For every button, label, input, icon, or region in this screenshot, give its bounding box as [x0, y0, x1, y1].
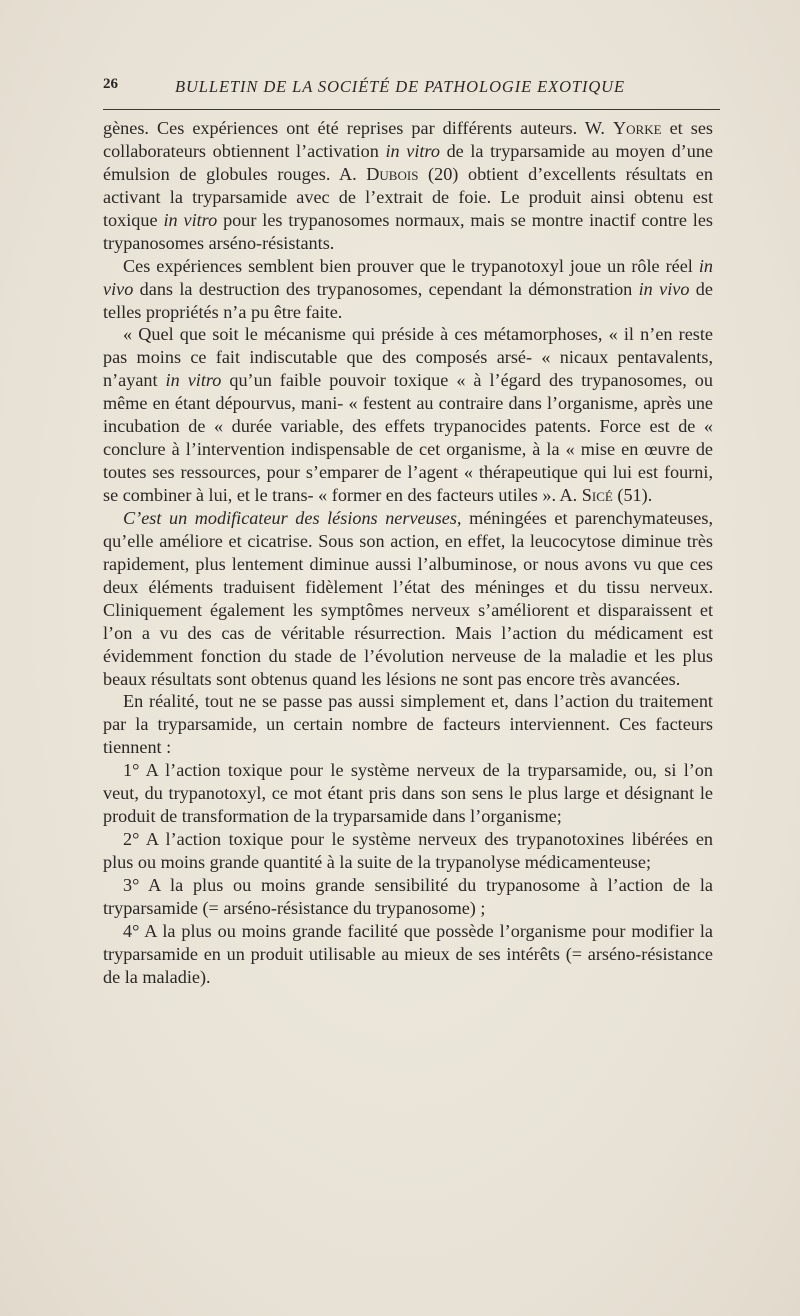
author-name: Yorke: [613, 118, 662, 138]
paragraph: [103, 920, 713, 989]
text-run: de la tryparsamide au moyen d’une émulsion de globules rouges. A.: [103, 140, 713, 184]
paragraph: [103, 507, 713, 691]
italic-text: in vitro: [385, 140, 440, 161]
paragraph: [103, 690, 713, 759]
author-name: Sicé: [581, 485, 613, 505]
text-run: En réalité, tout ne se passe pas aussi simplement et, dans l’action du traitement par la tryparsamide, un certain nombre de facteurs interviennent. Ces facteurs tiennent :: [103, 691, 713, 758]
italic-text: in vivo: [103, 255, 713, 299]
running-title: BULLETIN DE LA SOCIÉTÉ DE PATHOLOGIE EXOTIQUE: [175, 77, 625, 96]
page-header: [103, 76, 723, 102]
text-run: 4° A la plus ou moins grande facilité que possède l’organisme pour modifier la tryparsamide en un produit utilisable au mieux de ses intérêts (= arséno-résistance de la maladie).: [103, 920, 713, 987]
header-rule: [103, 109, 720, 110]
text-run: « Quel que soit le mécanisme qui préside à ces métamorphoses, « il n’en reste pas moins ce fait indiscutable que des composés arsé- « nicaux pentavalents, n’ayant: [103, 324, 713, 391]
text-run: pour les trypanosomes normaux, mais se montre inactif contre les trypanosomes arséno-résistants.: [103, 209, 713, 253]
text-run: 2° A l’action toxique pour le système nerveux des trypanotoxines libérées en plus ou moins grande quantité à la suite de la trypanolyse médicamenteuse;: [103, 829, 713, 872]
page-number: 26: [103, 76, 118, 92]
text-run: qu’un faible pouvoir toxique « à l’égard des trypanosomes, ou même en étant dépourvus, mani- « festent au contraire dans l’organisme, après une incubation de « durée variable, des effets trypanocides patents. Force est de « conclure à l’intervention indispensable de cet organisme, à la « mise en œuvre de toutes ses ressources, pour s’emparer de l’agent « thérapeutique qui lui est fourni, se combiner à lui, et le trans- « former en des facteurs utiles ». A.: [103, 370, 713, 505]
italic-text: C’est un modificateur des lésions nerveuses,: [123, 507, 462, 528]
paragraph: [103, 874, 713, 920]
italic-text: in vivo: [638, 278, 690, 299]
text-run: de telles propriétés n’a pu être faite.: [103, 278, 713, 322]
text-run: Ces expériences semblent bien prouver que le trypanotoxyl joue un rôle réel: [123, 255, 699, 276]
text-run: méningées et parenchymateuses, qu’elle améliore et cicatrise. Sous son action, en effet, la leucocytose diminue très rapidement, plus lentement diminue aussi l’albuminose, or nous avons vu que ces deux éléments traduisent fidèlement l’état des méninges et du tissu nerveux. Cliniquement également les symptômes nerveux s’améliorent et disparaissent et l’on a vu des cas de véritable résurrection. Mais l’action du médicament est évidemment fonction du stade de l’évolution nerveuse de la maladie et les plus beaux résultats sont obtenus quand les lésions ne sont pas encore très avancées.: [103, 507, 714, 689]
text-run: (20) obtient d’excellents résultats en activant la tryparsamide avec de l’extrait de foie. Le produit ainsi obtenu est toxique: [103, 163, 713, 230]
paragraph: [103, 323, 713, 507]
paragraph: [103, 117, 713, 255]
author-name: Dubois: [366, 163, 419, 184]
paragraph: [103, 828, 713, 874]
text-run: 3° A la plus ou moins grande sensibilité du trypanosome à l’action de la tryparsamide (= arséno-résistance du trypanosome) ;: [103, 874, 713, 918]
italic-text: in vitro: [165, 370, 222, 391]
text-run: et ses collaborateurs obtiennent l’activation: [103, 118, 713, 161]
paragraph: [103, 255, 713, 324]
body-text: [103, 117, 713, 989]
italic-text: in vitro: [163, 209, 218, 230]
text-run: dans la destruction des trypanosomes, cependant la démonstration: [133, 278, 639, 299]
text-run: 1° A l’action toxique pour le système nerveux de la tryparsamide, ou, si l’on veut, du trypanotoxyl, ce mot étant pris dans son sens le plus large et désignant le produit de transformation de la tryparsamide dans l’organisme;: [103, 760, 713, 827]
text-run: (51).: [612, 485, 653, 505]
text-run: gènes. Ces expériences ont été reprises par différents auteurs. W.: [103, 118, 613, 138]
paragraph: [103, 759, 713, 828]
